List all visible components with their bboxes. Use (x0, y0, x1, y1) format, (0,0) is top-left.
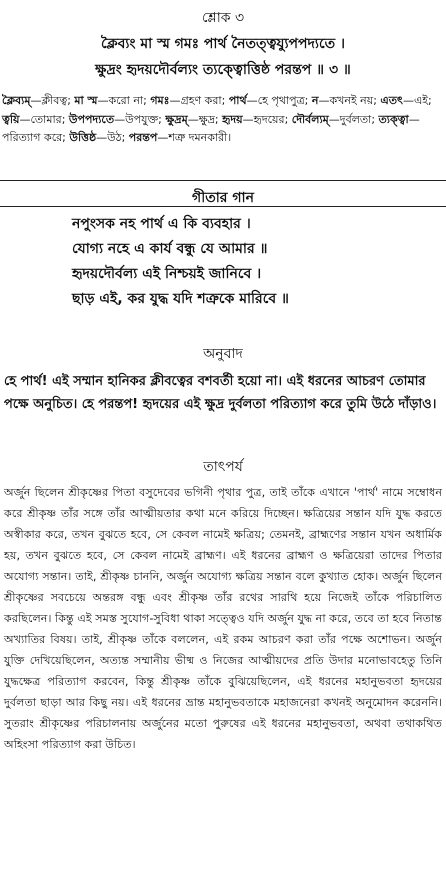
synonym-term: উপপদ্যতে (68, 112, 115, 126)
synonym-meaning: —এই; (402, 94, 432, 107)
verse-line-2: ক্ষুদ্রং হৃদয়দৌর্বল্যং ত্যক্ত্বোত্তিষ্ঠ পরন্তপ ॥ ৩ ॥ (95, 62, 351, 78)
synonym-meaning: —উঠ; (96, 131, 129, 144)
synonym-term: পরন্তপ (128, 131, 158, 144)
divider (0, 180, 446, 181)
song-title: গীতার গান (192, 190, 254, 206)
synonym-term: ক্ষুদ্রম্ (165, 112, 188, 126)
synonym-term: ত্যক্ত্বা (378, 112, 409, 126)
synonym-meaning: —ক্ষুদ্র; (187, 112, 223, 126)
divider (0, 206, 446, 207)
synonym-term: ত্বয়ি (2, 112, 20, 126)
purport-title: তাৎপর্য (203, 459, 243, 475)
synonym-meaning: —কখনই নয়; (318, 94, 381, 107)
song-line: হৃদয়দৌর্বল্য এই নিশ্চয়ই জানিবে । (72, 266, 262, 282)
synonym-term: দৌর্বল্যম্ (291, 112, 329, 126)
synonym-term: ন (311, 94, 319, 107)
song-line: নপুংসক নহ পার্থ এ কি ব্যবহার । (72, 216, 251, 232)
synonym-term: গমঃ (150, 94, 170, 107)
song-line: ছাড় এই, কর যুদ্ধ যদি শত্রুকে মারিবে ॥ (72, 291, 289, 307)
synonym-meaning: —হে পৃথাপুত্র; (246, 94, 312, 107)
synonym-meaning: —তোমার; (19, 112, 69, 126)
verse-line-1: ক্লৈব্যং মা স্ম গমঃ পার্থ নৈতত্ত্বয্যুপপদ্যতে । (101, 36, 345, 52)
synonym-term: উত্তিষ্ঠ (69, 131, 97, 144)
synonym-term: হৃদয় (222, 112, 243, 126)
synonym-term: ক্লৈব্যম্ (2, 94, 31, 107)
translation-text: হে পার্থ! এই সম্মান হানিকর ক্লীবত্বের বশবর্তী হয়ো না। এই ধরনের আচরণ তোমার পক্ষে অনুচিত। হে পরন্তপ! হৃদয়ের এই ক্ষুদ্র দুর্বলতা পরিত্যাগ করে তুমি উঠে দাঁড়াও। (4, 374, 437, 412)
synonym-meaning: —শত্রু দমনকারী। (157, 131, 232, 144)
synonym-meaning: —পরিত্যাগ করে; (2, 112, 420, 144)
synonym-meaning: —করো না; (97, 94, 151, 107)
song-verses (72, 212, 432, 312)
synonym-term: পার্থ (228, 94, 247, 107)
synonym-term: মা স্ম (74, 94, 98, 107)
shloka-title: শ্লোক ৩ (201, 10, 245, 26)
synonym-meaning: —হৃদয়ের; (242, 112, 292, 126)
song-line: যোগ্য নহে এ কার্য বন্ধু যে আমার ॥ (72, 241, 268, 257)
synonyms-paragraph (2, 92, 442, 148)
synonym-meaning: —উপযুক্ত; (114, 112, 166, 126)
synonym-term: এতৎ (380, 94, 403, 107)
synonym-meaning: —দুর্বলতা; (328, 112, 379, 126)
synonym-meaning: —গ্রহণ করা; (169, 94, 229, 107)
purport-text: অর্জুন ছিলেন শ্রীকৃষ্ণের পিতা বসুদেবের ভগিনী পৃথার পুত্র, তাই তাঁকে এখানে 'পার্থ' নামে সম্বোধন করে শ্রীকৃষ্ণ তাঁর সঙ্গে তাঁর আত্মীয়তার কথা মনে করিয়ে দিচ্ছেন। ক্ষত্রিয়ের সন্তান যদি যুদ্ধ করতে অস্বীকার করে, তখন বুঝতে হবে, সে কেবল নামেই ক্ষত্রিয়; তেমনই, ব্রাহ্মণের সন্তান যখন অধার্মিক হয়, তখন বুঝতে হবে, সে কেবল নামেই ব্রাহ্মণ। এই ধরনের ব্রাহ্মণ ও ক্ষত্রিয়েরা তাদের পিতার অযোগ্য সন্তান। তাই, শ্রীকৃষ্ণ চাননি, অর্জুন অযোগ্য ক্ষত্রিয় সন্তান বলে কুখ্যাত হোক। অর্জুন ছিলেন শ্রীকৃষ্ণের সবচেয়ে অন্তরঙ্গ বন্ধু এবং শ্রীকৃষ্ণ তাঁর রথের সারথি হয়ে নিজেই তাঁকে পরিচালিত করছিলেন। কিন্তু এই সমস্ত সুযোগ-সুবিধা থাকা সত্ত্বেও যদি অর্জুন যুদ্ধ না করে, তবে তা হবে নিতান্ত অখ্যাতির বিষয়। তাই, শ্রীকৃষ্ণ তাঁকে বললেন, এই রকম আচরণ করা তাঁর পক্ষে অশোভন। অর্জুন যুক্তি দেখিয়েছিলেন, অত্যন্ত সম্মানীয় ভীষ্ম ও নিজের আত্মীয়দের প্রতি উদার মনোভাবহেতু তিনি যুদ্ধক্ষেত্র পরিত্যাগ করবেন, কিন্তু শ্রীকৃষ্ণ তাঁকে বুঝিয়েছিলেন, এই ধরনের মহানুভবতা হৃদয়ের দুর্বলতা ছাড়া আর কিছু নয়। এই ধরনের ভ্রান্ত মহানুভবতাকে মহাজনেরা কখনই অনুমোদন করেননি। সুতরাং শ্রীকৃষ্ণের পরিচালনায় অর্জুনের মতো পুরুষের এই ধরনের মহানুভবতা, অথবা তথাকথিত অহিংসা পরিত্যাগ করা উচিত। (4, 486, 442, 751)
synonym-meaning: —ক্লীবত্ব; (30, 94, 75, 107)
translation-title: অনুবাদ (203, 346, 243, 362)
